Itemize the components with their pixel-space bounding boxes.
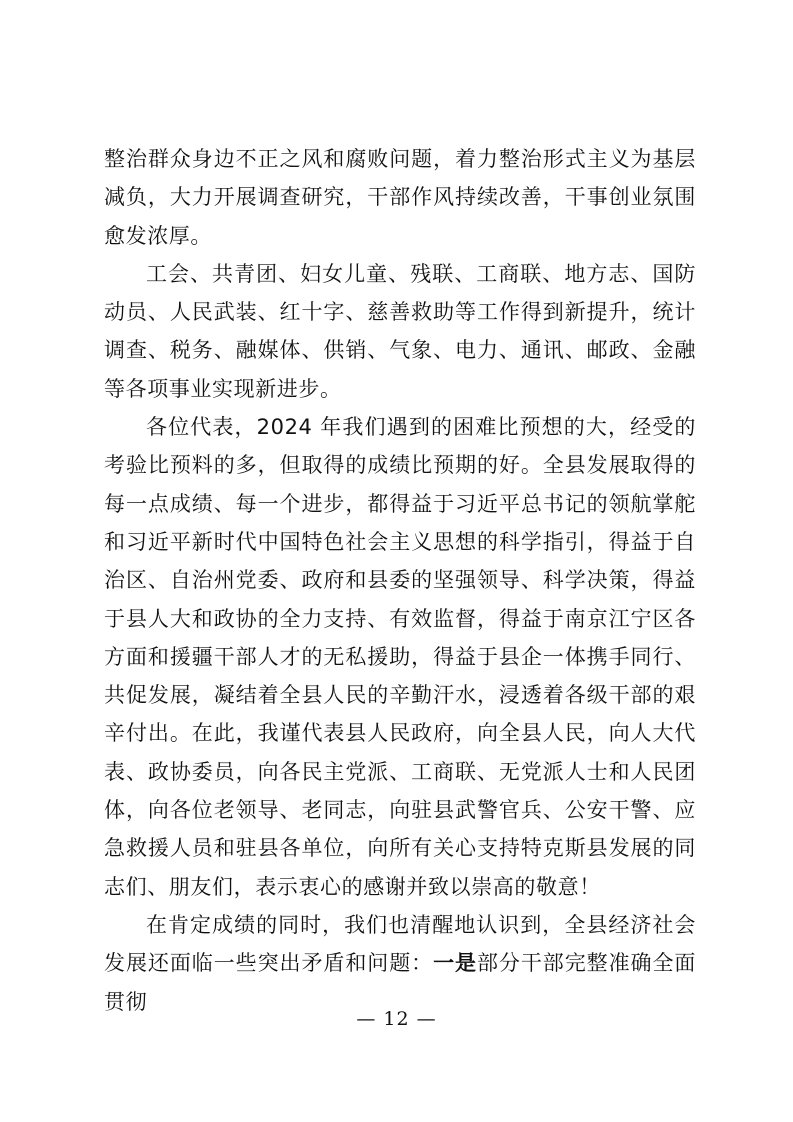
page-number: — 12 — <box>356 1008 437 1030</box>
paragraph-problems <box>104 906 696 1021</box>
problems-first-text: 部分干部完整准确全面贯彻 <box>104 951 697 1014</box>
paragraph-continuation: 整治群众身边不正之风和腐败问题，着力整治形式主义为基层减负，大力开展调查研究，干部作风持续改善，干事创业氛围愈发浓厚。 <box>104 147 696 248</box>
problems-intro-text: 在肯定成绩的同时，我们也清醒地认识到，全县经济社会发展还面临一些突出矛盾和问题： <box>104 912 696 976</box>
paragraph-acknowledgements: 各位代表，2024 年我们遇到的困难比预想的大，经受的考验比预料的多，但取得的成绩比预期的好。全县发展取得的每一点成绩、每一个进步，都得益于习近平总书记的领航掌舵和习近平新时代中国特色社会主义思想的科学指引，得益于自治区、自治州党委、政府和县委的坚强领导、科学决策，得益于县人大和政协的全力支持、有效监督，得益于南京江宁区各方面和援疆干部人才的无私援助，得益于县企一体携手同行、共促发展，凝结着全县人民的辛勤汗水，浸透着各级干部的艰辛付出。在此，我谨代表县人民政府，向全县人民，向人大代表、政协委员，向各民主党派、工商联、无党派人士和人民团体，向各位老领导、老同志，向驻县武警官兵、公安干警、应急救援人员和驻县各单位，向所有关心支持特克斯县发展的同志们、朋友们，表示衷心的感谢并致以崇高的敬意！ <box>104 415 696 899</box>
body-text <box>104 140 696 1021</box>
paragraph-mass-organizations: 工会、共青团、妇女儿童、残联、工商联、地方志、国防动员、人民武装、红十字、慈善救助等工作得到新提升，统计调查、税务、融媒体、供销、气象、电力、通讯、邮政、金融等各项事业实现新进步。 <box>104 261 696 401</box>
problems-first-marker: 一是 <box>433 951 477 976</box>
